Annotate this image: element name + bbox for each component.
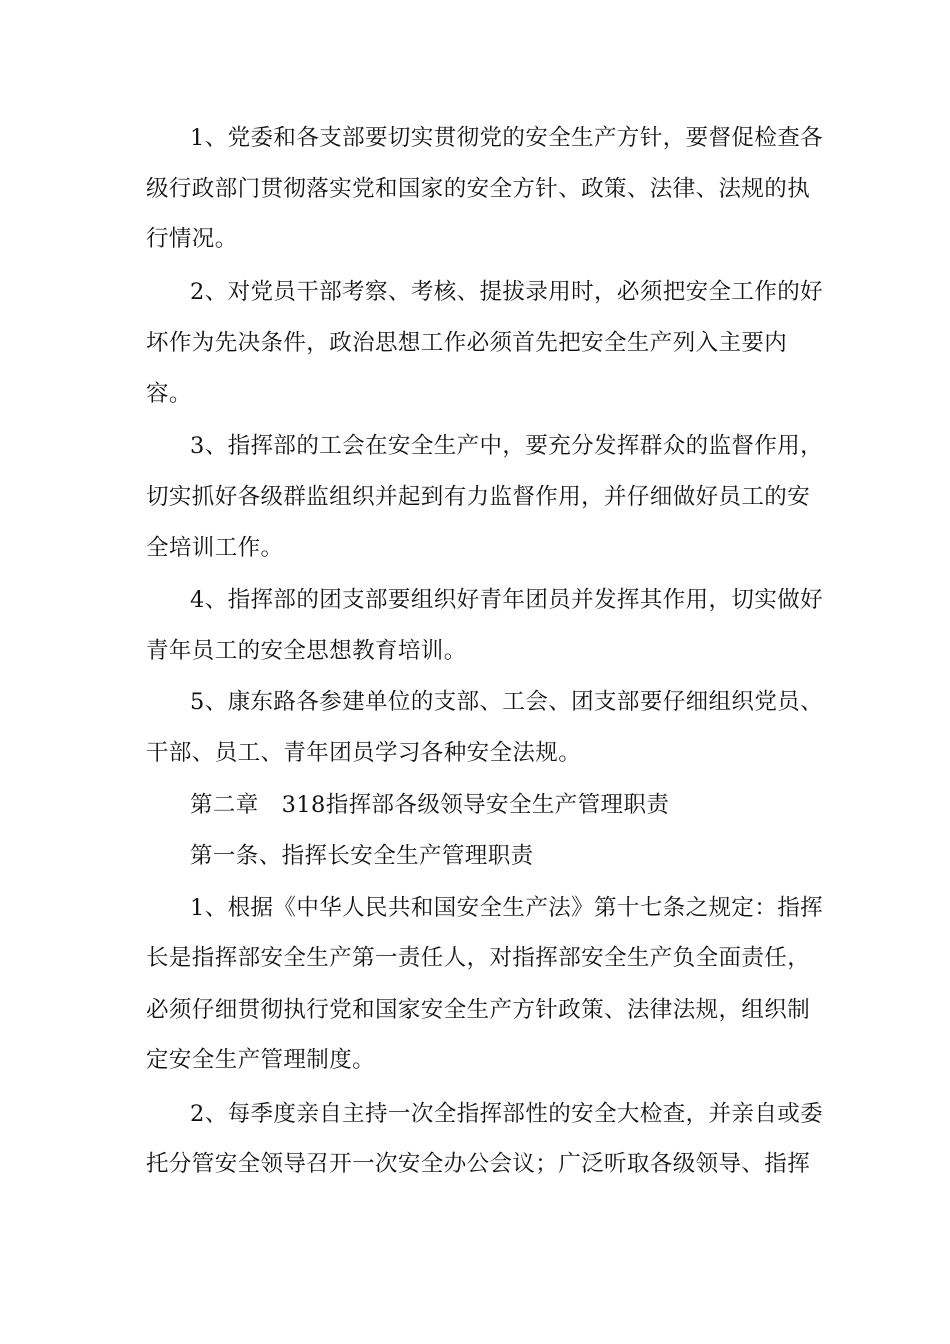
paragraph-5-line-1: 5、康东路各参建单位的支部、工会、团支部要仔细组织党员、 <box>190 689 824 715</box>
paragraph-6-line-1: 1、根据《中华人民共和国安全生产法》第十七条之规定：指挥 <box>190 895 824 921</box>
paragraph-1-line-2: 级行政部门贯彻落实党和国家的安全方针、政策、法律、法规的执 <box>146 176 811 202</box>
paragraph-1-line-1: 1、党委和各支部要切实贯彻党的安全生产方针，要督促检查各 <box>190 125 824 151</box>
paragraph-6-line-2: 长是指挥部安全生产第一责任人，对指挥部安全生产负全面责任， <box>146 945 811 971</box>
chapter-heading: 第二章 318指挥部各级领导安全生产管理职责 <box>190 792 670 818</box>
paragraph-5-line-2: 干部、员工、青年团员学习各种安全法规。 <box>146 740 582 766</box>
paragraph-7-line-2: 托分管安全领导召开一次安全办公会议；广泛听取各级领导、指挥 <box>146 1151 811 1177</box>
paragraph-3-line-3: 全培训工作。 <box>146 535 284 561</box>
paragraph-3-line-2: 切实抓好各级群监组织并起到有力监督作用，并仔细做好员工的安 <box>146 484 811 510</box>
paragraph-2-line-1: 2、对党员干部考察、考核、提拔录用时，必须把安全工作的好 <box>190 279 824 305</box>
paragraph-1-line-3: 行情况。 <box>146 226 238 252</box>
paragraph-6-line-3: 必须仔细贯彻执行党和国家安全生产方针政策、法律法规，组织制 <box>146 997 811 1023</box>
paragraph-4-line-1: 4、指挥部的团支部要组织好青年团员并发挥其作用，切实做好 <box>190 587 824 613</box>
article-heading: 第一条、指挥长安全生产管理职责 <box>190 843 534 869</box>
paragraph-4-line-2: 青年员工的安全思想教育培训。 <box>146 638 467 664</box>
paragraph-7-line-1: 2、每季度亲自主持一次全指挥部性的安全大检查，并亲自或委 <box>190 1101 824 1127</box>
paragraph-2-line-2: 坏作为先决条件，政治思想工作必须首先把安全生产列入主要内 <box>146 330 788 356</box>
paragraph-3-line-1: 3、指挥部的工会在安全生产中，要充分发挥群众的监督作用， <box>190 433 824 459</box>
paragraph-2-line-3: 容。 <box>146 381 192 407</box>
paragraph-6-line-4: 定安全生产管理制度。 <box>146 1047 376 1073</box>
